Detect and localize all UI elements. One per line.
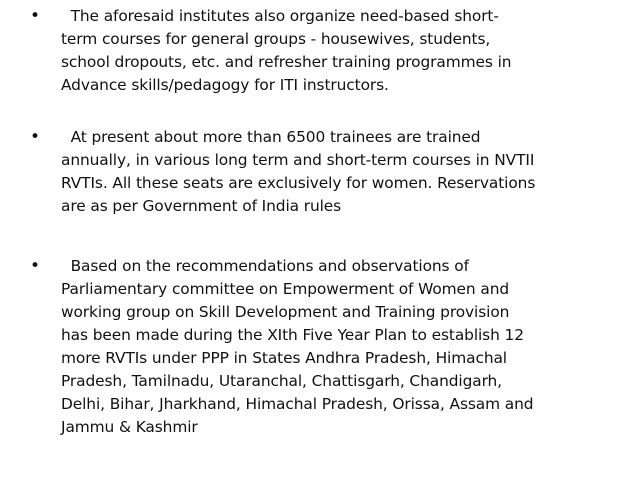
bullet-line: Based on the recommendations and observations of	[61, 257, 469, 275]
bullet-line: Jammu & Kashmir	[61, 418, 198, 436]
bullet-text-1	[61, 5, 601, 97]
bullet-line: annually, in various long term and short-term courses in NVTII	[61, 151, 535, 169]
bullet-line: Delhi, Bihar, Jharkhand, Himachal Pradesh, Orissa, Assam and	[61, 395, 534, 413]
bullet-text-2	[61, 126, 601, 218]
bullet-line: has been made during the XIth Five Year Plan to establish 12	[61, 326, 524, 344]
bullet-line: school dropouts, etc. and refresher training programmes in	[61, 53, 512, 71]
bullet-line: are as per Government of India rules	[61, 197, 342, 215]
bullet-line: working group on Skill Development and Training provision	[61, 303, 510, 321]
bullet-line: term courses for general groups - housewives, students,	[61, 30, 491, 48]
bullet-line: Parliamentary committee on Empowerment of Women and	[61, 280, 510, 298]
bullet-line: Advance skills/pedagogy for ITI instructors.	[61, 76, 389, 94]
bullet-text-3	[61, 255, 601, 439]
bullet-line: Pradesh, Tamilnadu, Utaranchal, Chattisgarh, Chandigarh,	[61, 372, 502, 390]
bullet-line: RVTIs. All these seats are exclusively for women. Reservations	[61, 174, 536, 192]
bullet-line: At present about more than 6500 trainees are trained	[61, 128, 481, 146]
bullet-line: more RVTIs under PPP in States Andhra Pradesh, Himachal	[61, 349, 507, 367]
bullet-dot: •	[30, 6, 41, 26]
bullet-dot: •	[30, 256, 41, 276]
bullet-dot: •	[30, 127, 41, 147]
bullet-line: The aforesaid institutes also organize need-based short-	[61, 7, 499, 25]
